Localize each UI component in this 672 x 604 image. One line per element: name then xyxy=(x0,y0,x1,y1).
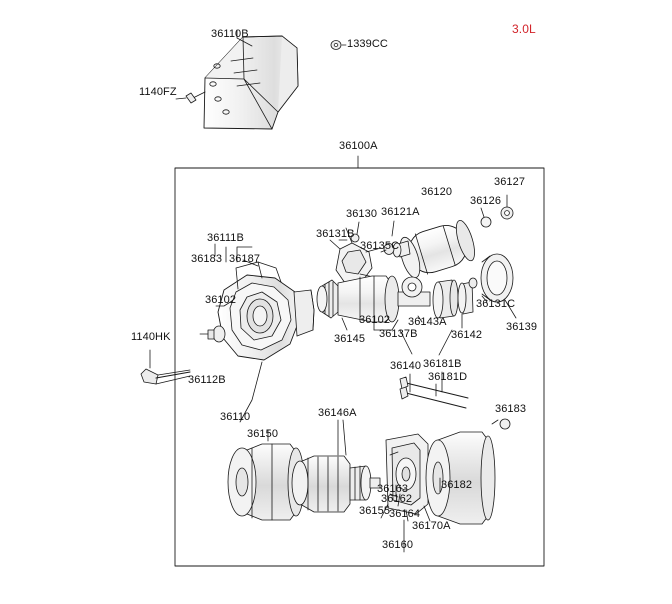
label-part-36110B: 36110B xyxy=(211,28,249,40)
label-part-36137B: 36137B xyxy=(379,328,418,340)
label-part-36112B: 36112B xyxy=(188,374,226,386)
label-engine-size-note: 3.0L xyxy=(512,22,536,36)
label-part-36102-left: 36102 xyxy=(205,294,237,306)
label-part-1140FZ: 1140FZ xyxy=(139,86,177,98)
label-part-36181B: 36181B xyxy=(423,358,462,370)
label-part-36110: 36110 xyxy=(220,411,251,423)
label-part-36150: 36150 xyxy=(247,428,279,440)
label-part-36162: 36162 xyxy=(381,493,413,505)
label-part-36155: 36155 xyxy=(359,505,391,517)
label-part-36143A: 36143A xyxy=(408,316,447,328)
label-part-36187: 36187 xyxy=(229,253,261,265)
label-part-36135C: 36135C xyxy=(360,240,400,252)
label-part-36130: 36130 xyxy=(346,208,378,220)
label-part-36160: 36160 xyxy=(382,539,414,551)
label-part-36140: 36140 xyxy=(390,360,422,372)
label-part-36182: 36182 xyxy=(441,479,473,491)
label-part-36131C: 36131C xyxy=(476,298,516,310)
label-part-36183-top: 36183 xyxy=(191,253,223,265)
label-part-36181D: 36181D xyxy=(428,371,468,383)
label-part-36164: 36164 xyxy=(389,508,421,520)
label-part-1339CC: 1339CC xyxy=(347,38,388,50)
label-part-36145: 36145 xyxy=(334,333,366,345)
label-part-36127: 36127 xyxy=(494,176,526,188)
label-part-36102-mid: 36102 xyxy=(359,314,391,326)
label-part-36111B: 36111B xyxy=(207,232,244,244)
label-part-36121A: 36121A xyxy=(381,206,420,218)
label-part-36183-right: 36183 xyxy=(495,403,527,415)
label-part-36163: 36163 xyxy=(377,483,409,495)
label-part-36142: 36142 xyxy=(451,329,483,341)
label-part-36139: 36139 xyxy=(506,321,538,333)
label-part-36100A: 36100A xyxy=(339,140,378,152)
label-part-36170A: 36170A xyxy=(412,520,451,532)
label-part-36120: 36120 xyxy=(421,186,453,198)
label-part-36146A: 36146A xyxy=(318,407,357,419)
label-part-36126: 36126 xyxy=(470,195,502,207)
label-part-36131B: 36131B xyxy=(316,228,355,240)
label-part-1140HK: 1140HK xyxy=(131,331,171,343)
